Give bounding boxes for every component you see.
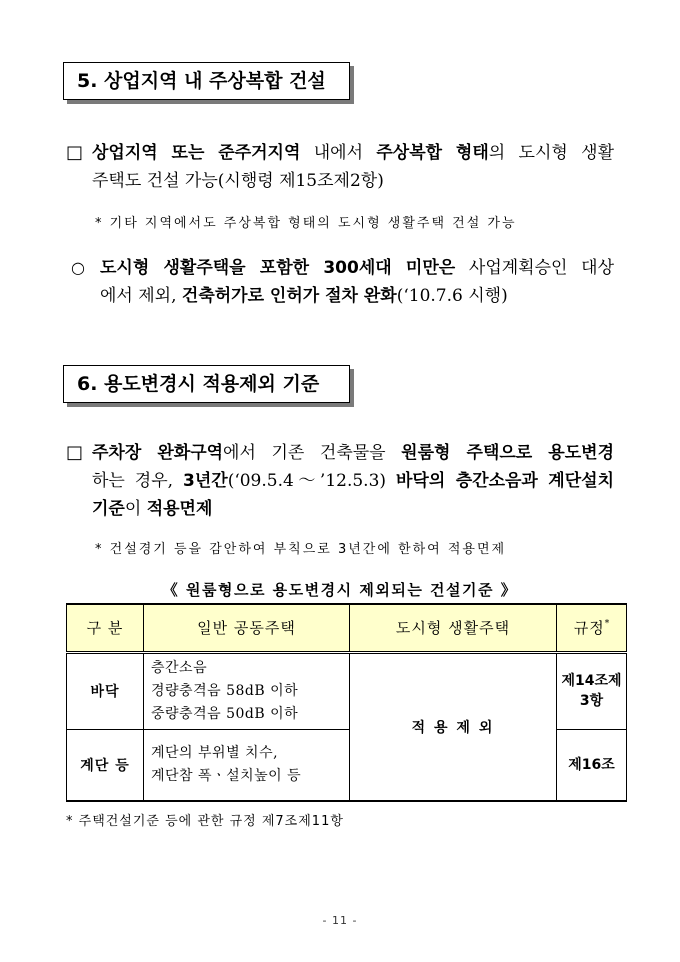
row-category: 바닥 bbox=[67, 652, 144, 729]
bold-phrase: 도시형 생활주택을 포함한 300세대 미만은 bbox=[100, 258, 456, 278]
text-segment: 주택도 건설 가능(시행령 제15조제2항) bbox=[92, 171, 384, 191]
text-segment: 에서 기존 건축물을 bbox=[223, 443, 402, 463]
section-6-item-1 bbox=[66, 439, 614, 523]
header-urban-housing bbox=[350, 604, 557, 652]
item-text bbox=[92, 439, 614, 523]
paragraph-line-2 bbox=[92, 467, 614, 495]
item-text bbox=[92, 139, 614, 195]
bold-phrase: 기준 bbox=[92, 499, 125, 519]
bold-phrase: 주차장 완화구역 bbox=[92, 443, 224, 463]
section-6-heading-text: 6. 용도변경시 적용제외 기준 bbox=[77, 373, 320, 395]
paragraph-line-1 bbox=[100, 254, 614, 282]
bold-phrase: 원룸형 주택으로 용도변경 bbox=[401, 443, 614, 463]
header-rule-footnote-mark: * bbox=[604, 619, 610, 630]
header-general-housing bbox=[144, 604, 350, 652]
header-rule-label: 규정 bbox=[573, 619, 605, 638]
section-6-heading bbox=[63, 365, 350, 403]
header-category-label: 구 분 bbox=[86, 619, 124, 638]
paragraph-line-1 bbox=[92, 439, 614, 467]
text-segment: 하는 경우, bbox=[92, 471, 184, 491]
square-bullet-icon: □ bbox=[66, 142, 84, 163]
paragraph-line-1 bbox=[92, 139, 614, 167]
building-standards-table bbox=[66, 603, 627, 802]
text-segment: (‘09.5.4～’12.5.3) bbox=[227, 471, 396, 491]
circle-bullet-icon: ○ bbox=[71, 258, 85, 277]
text-segment: 이 bbox=[124, 499, 147, 519]
table-footnote: * 주택건설기준 등에 관한 규정 제7조제11항 bbox=[66, 814, 344, 829]
row-rule bbox=[557, 652, 627, 729]
square-bullet-icon: □ bbox=[66, 442, 84, 463]
row-general-standards bbox=[144, 652, 350, 729]
section-5-heading-text: 5. 상업지역 내 주상복합 건설 bbox=[77, 70, 326, 92]
bold-phrase: 상업지역 또는 준주거지역 bbox=[92, 143, 301, 163]
bold-phrase: 건축허가로 인허가 절차 완화 bbox=[181, 286, 397, 306]
table-row bbox=[67, 652, 627, 729]
text-segment: 내에서 bbox=[300, 143, 377, 163]
table-header-row bbox=[67, 604, 627, 652]
paragraph-line-3 bbox=[92, 495, 614, 523]
section-6-note: * 건설경기 등을 감안하여 부칙으로 3년간에 한하여 적용면제 bbox=[95, 542, 507, 557]
cell-line: 계단의 부위별 치수, bbox=[151, 744, 279, 761]
section-5-item-2 bbox=[66, 254, 614, 310]
header-category bbox=[67, 604, 144, 652]
cell-line: 중량충격음 50dB 이하 bbox=[151, 705, 299, 722]
section-5-heading bbox=[63, 62, 350, 100]
section-5-note: * 기타 지역에서도 주상복합 형태의 도시형 생활주택 건설 가능 bbox=[95, 216, 517, 231]
row-general-standards bbox=[144, 729, 350, 801]
header-general-label: 일반 공동주택 bbox=[197, 619, 296, 638]
cell-line: 3항 bbox=[579, 693, 604, 709]
cell-line: 제14조제 bbox=[561, 673, 622, 689]
cell-line: 계단참 폭ㆍ설치높이 등 bbox=[151, 767, 302, 784]
page-number: - 11 - bbox=[322, 914, 358, 927]
header-rule bbox=[557, 604, 627, 652]
text-segment: 에서 제외, bbox=[100, 286, 182, 306]
paragraph-line-2 bbox=[92, 167, 614, 195]
item-text bbox=[100, 254, 614, 310]
bold-phrase: 주상복합 형태 bbox=[376, 143, 489, 163]
row-rule bbox=[557, 729, 627, 801]
row-category: 계단 등 bbox=[67, 729, 144, 801]
table-caption: 《 원룸형으로 용도변경시 제외되는 건설기준 》 bbox=[162, 581, 518, 599]
bold-phrase: 3년간 bbox=[183, 471, 228, 491]
section-5-item-1 bbox=[66, 139, 614, 195]
text-segment: (‘10.7.6 시행) bbox=[396, 286, 508, 306]
header-urban-label: 도시형 생활주택 bbox=[395, 619, 511, 638]
urban-housing-exemption: 적 용 제 외 bbox=[350, 652, 557, 801]
cell-line: 경량충격음 58dB 이하 bbox=[151, 682, 299, 699]
cell-line: 층간소음 bbox=[151, 659, 208, 676]
text-segment: 사업계획승인 대상 bbox=[455, 258, 614, 278]
text-segment: 의 도시형 생활 bbox=[488, 143, 615, 163]
bold-phrase: 바닥의 층간소음과 계단설치 bbox=[395, 471, 614, 491]
paragraph-line-2 bbox=[100, 282, 614, 310]
bold-phrase: 적용면제 bbox=[146, 499, 213, 519]
cell-line: 제16조 bbox=[568, 756, 615, 773]
